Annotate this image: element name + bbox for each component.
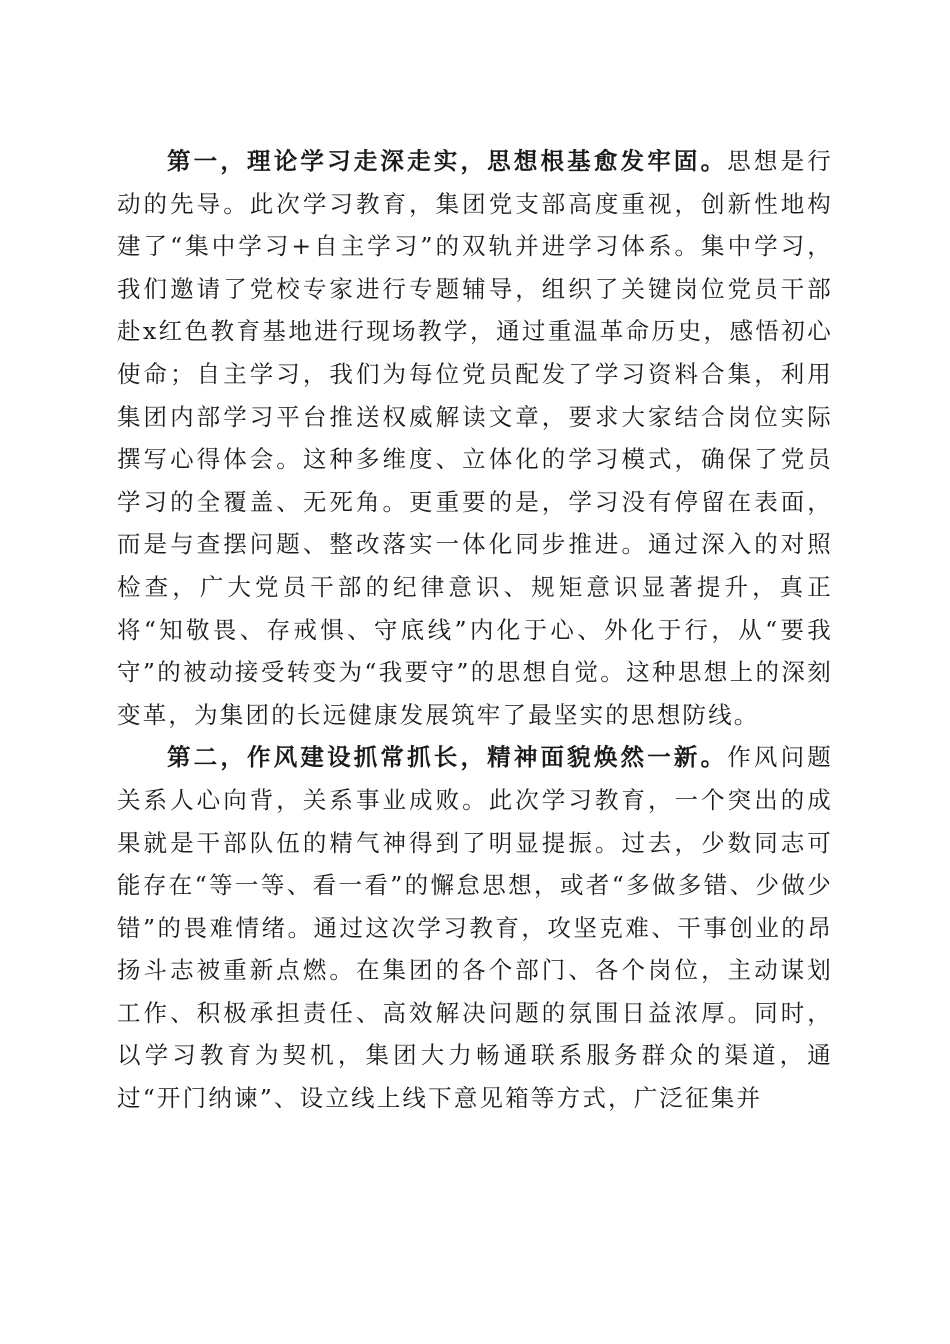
paragraph-1-body: 思想是行动的先导。此次学习教育，集团党支部高度重视，创新性地构建了“集中学习+自主学习”的双轨并进学习体系。集中学习，我们邀请了党校专家进行专题辅导，组织了关键岗位党员干部赴x红色教育基地进行现场教学，通过重温革命历史，感悟初心使命；自主学习，我们为每位党员配发了学习资料合集，利用集团内部学习平台推送权威解读文章，要求大家结合岗位实际撰写心得体会。这种多维度、立体化的学习模式，确保了党员学习的全覆盖、无死角。更重要的是，学习没有停留在表面，而是与查摆问题、整改落实一体化同步推进。通过深入的对照检查，广大党员干部的纪律意识、规矩意识显著提升，真正将“知敬畏、存戒惧、守底线”内化于心、外化于行，从“要我守”的被动接受转变为“我要守”的思想自觉。这种思想上的深刻变革，为集团的长远健康发展筑牢了最坚实的思想防线。 <box>117 147 833 729</box>
paragraph-1 <box>117 140 833 736</box>
paragraph-1-heading: 第一，理论学习走深走实，思想根基愈发牢固。 <box>167 147 728 175</box>
document-page <box>117 140 833 1120</box>
paragraph-2-heading: 第二，作风建设抓常抓长，精神面貌焕然一新。 <box>167 743 728 772</box>
paragraph-2 <box>117 736 833 1119</box>
paragraph-2-body: 作风问题关系人心向背，关系事业成败。此次学习教育，一个突出的成果就是干部队伍的精气神得到了明显提振。过去，少数同志可能存在“等一等、看一看”的懈怠思想，或者“多做多错、少做少错”的畏难情绪。通过这次学习教育，攻坚克难、干事创业的昂扬斗志被重新点燃。在集团的各个部门、各个岗位，主动谋划工作、积极承担责任、高效解决问题的氛围日益浓厚。同时，以学习教育为契机，集团大力畅通联系服务群众的渠道，通过“开门纳谏”、设立线上线下意见箱等方式，广泛征集并 <box>117 743 833 1113</box>
